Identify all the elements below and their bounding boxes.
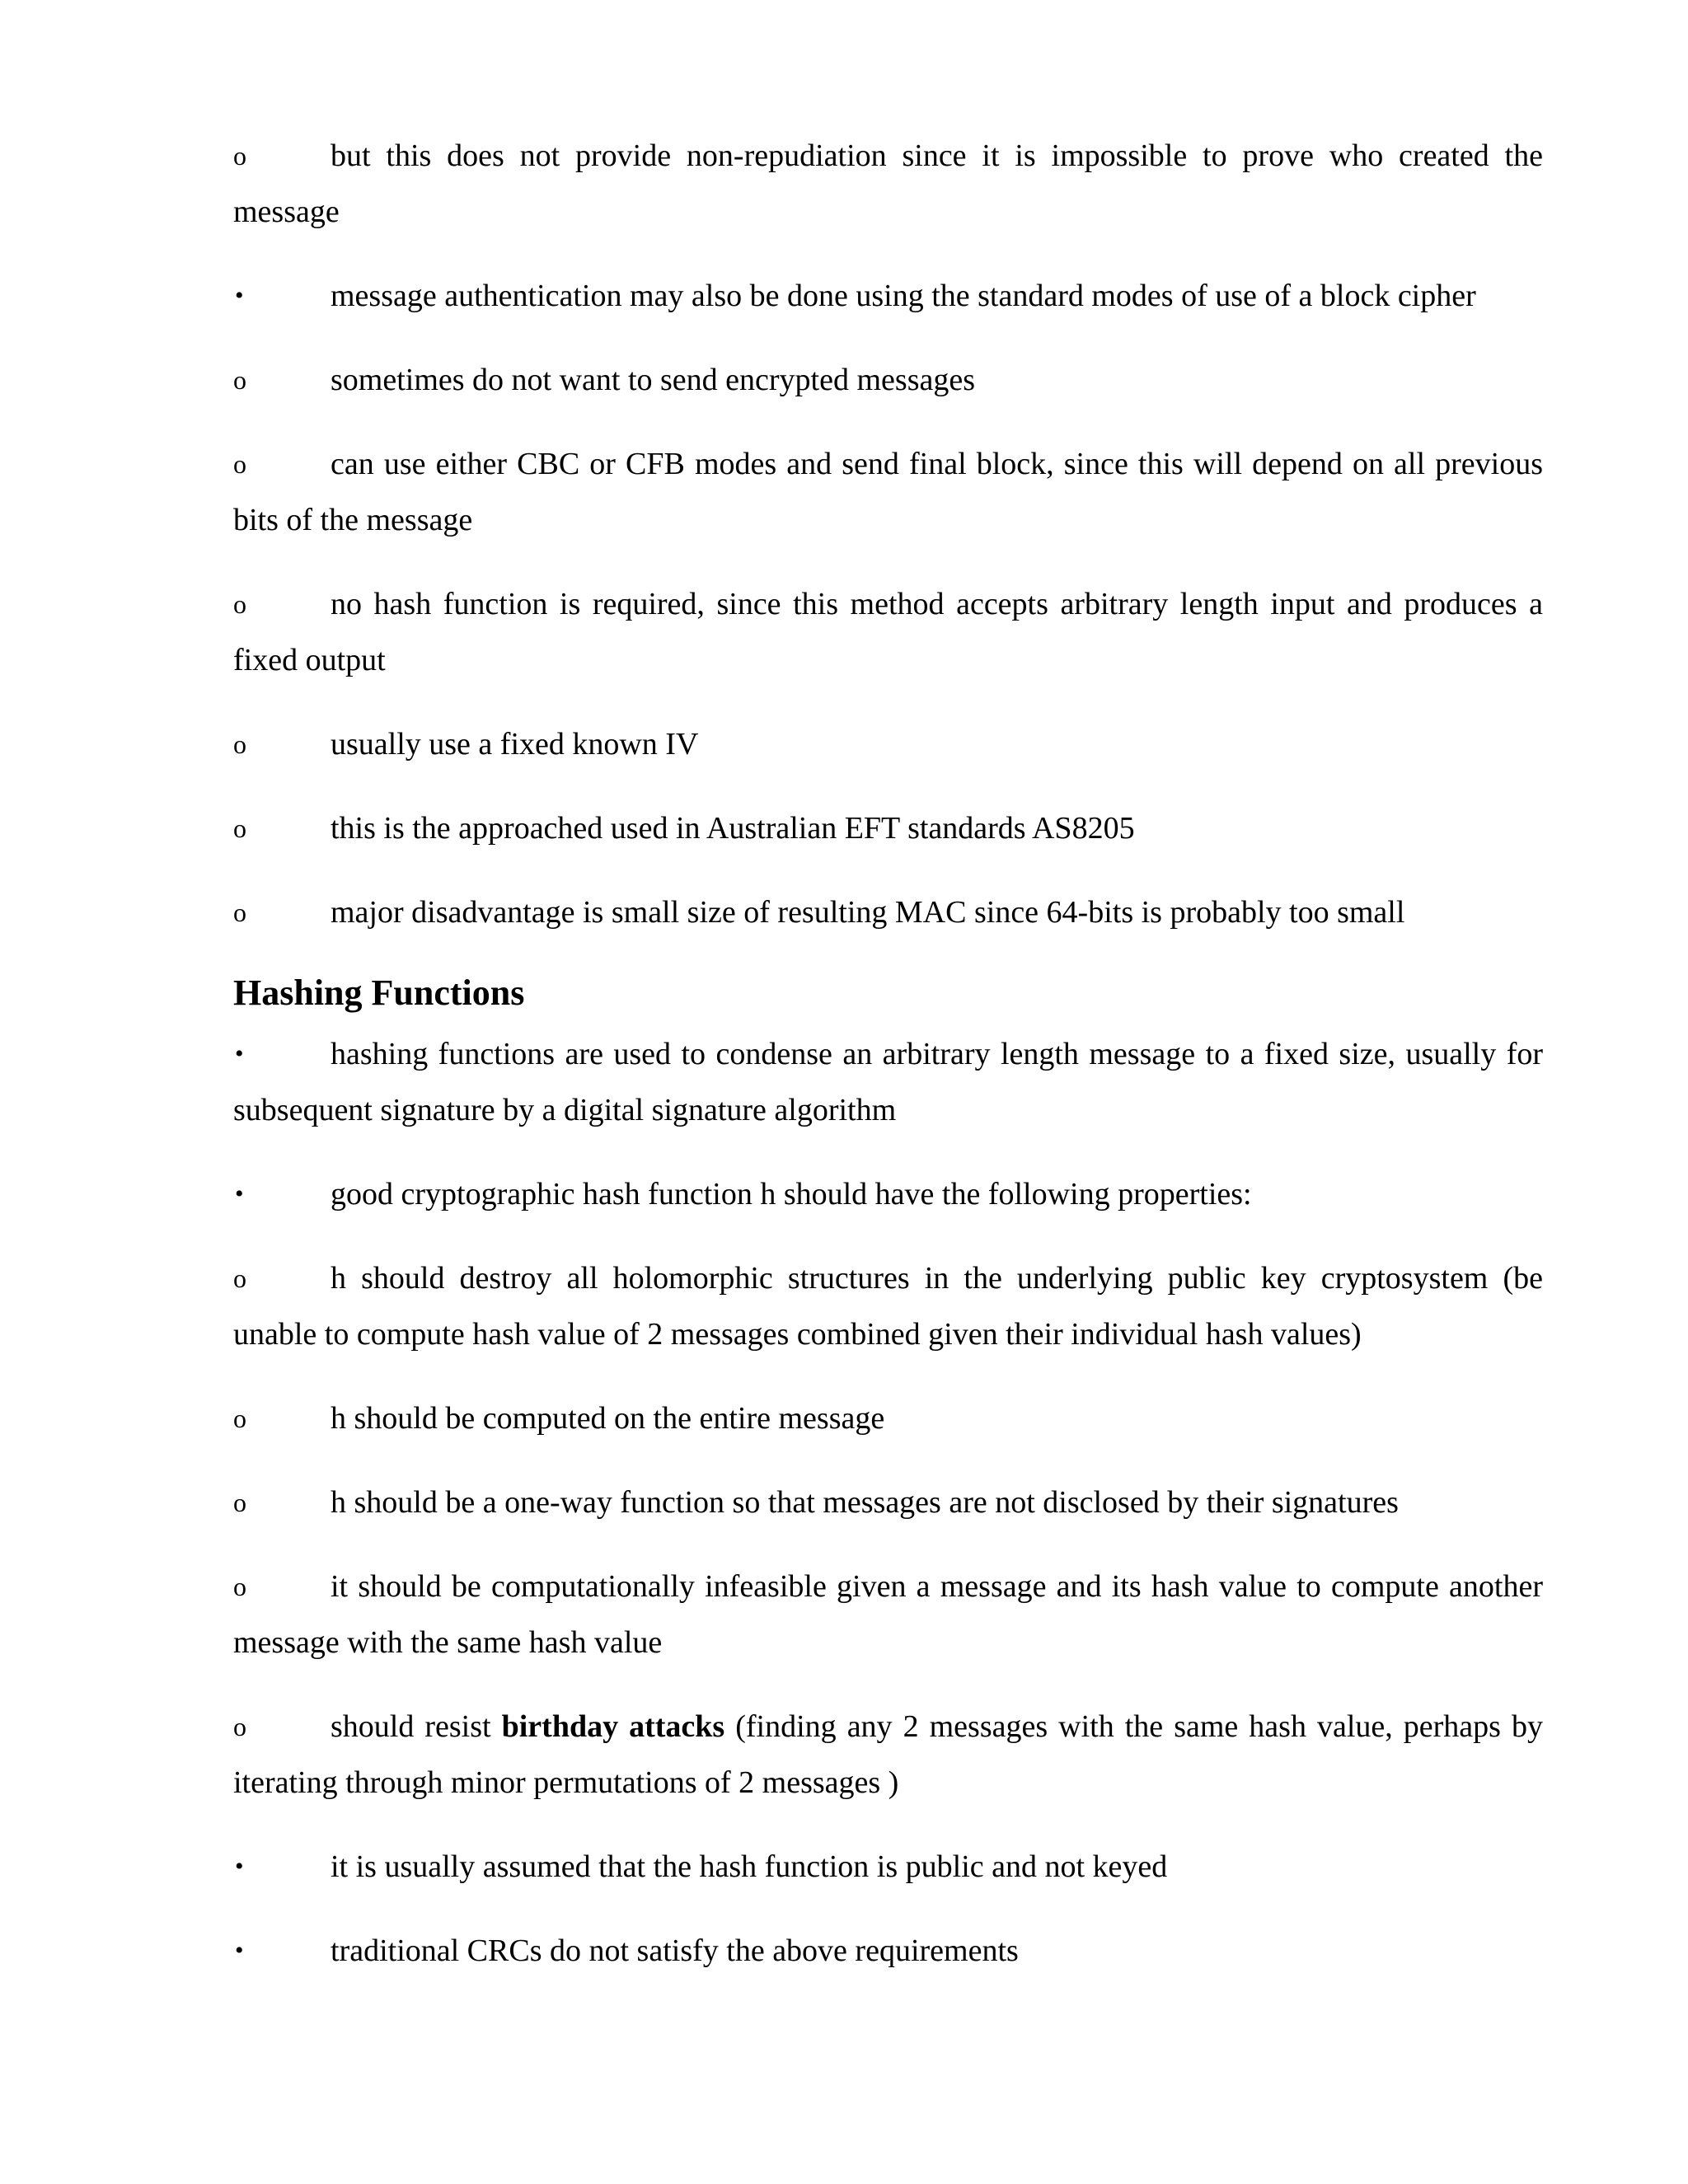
- circle-bullet-icon: o: [233, 813, 246, 843]
- list-item-text: good cryptographic hash function h should have the following properties:: [331, 1177, 1252, 1212]
- list-item-text: it is usually assumed that the hash function is public and not keyed: [331, 1849, 1168, 1884]
- list-item-text: message authentication may also be done using the standard modes of use of a block cipher: [331, 279, 1476, 313]
- list-item-text-after: (finding any 2 messages with the same hash value, perhaps by iterating through minor permutations of 2 messages ): [233, 1709, 1543, 1800]
- circle-bullet-icon: o: [233, 1488, 246, 1517]
- list-item: [233, 352, 1543, 408]
- list-item: [233, 436, 1543, 548]
- list-item-text: h should be a one-way function so that messages are not disclosed by their signatures: [331, 1485, 1399, 1520]
- bullet-icon: •: [235, 282, 244, 309]
- list-item-text: but this does not provide non-repudiation since it is impossible to prove who created the message: [233, 138, 1543, 229]
- bullet-icon: •: [235, 1937, 244, 1964]
- list-item: [233, 1558, 1543, 1671]
- circle-bullet-icon: o: [233, 449, 246, 479]
- list-item-text: major disadvantage is small size of resulting MAC since 64-bits is probably too small: [331, 895, 1405, 930]
- circle-bullet-icon: o: [233, 1404, 246, 1433]
- section-heading: Hashing Functions: [233, 972, 525, 1013]
- list-item: [233, 800, 1543, 856]
- circle-bullet-icon: o: [233, 141, 246, 171]
- list-item: [233, 128, 1543, 240]
- document-page: [233, 128, 1543, 2007]
- bullet-icon: •: [235, 1853, 244, 1880]
- circle-bullet-icon: o: [233, 729, 246, 759]
- list-item: [233, 1250, 1543, 1362]
- bullet-icon: •: [235, 1040, 244, 1067]
- list-item: [233, 1699, 1543, 1811]
- list-item-text: h should destroy all holomorphic structures in the underlying public key cryptosystem (be unable to compute hash value of 2 messages combined given their individual hash values): [233, 1261, 1543, 1352]
- list-item: [233, 1839, 1543, 1895]
- list-item: [233, 716, 1543, 772]
- bold-term: birthday attacks: [501, 1709, 725, 1744]
- list-item: [233, 1923, 1543, 1979]
- list-item-text: sometimes do not want to send encrypted messages: [331, 363, 976, 397]
- list-item-text-before: should resist: [331, 1709, 502, 1744]
- list-item: [233, 1166, 1543, 1222]
- list-item: [233, 1390, 1543, 1446]
- circle-bullet-icon: o: [233, 589, 246, 619]
- list-item-text: no hash function is required, since this method accepts arbitrary length input and produces a fixed output: [233, 587, 1543, 677]
- list-item-text: it should be computationally infeasible given a message and its hash value to compute another message with the same hash value: [233, 1569, 1543, 1660]
- list-item: [233, 884, 1543, 940]
- list-item: [233, 1474, 1543, 1530]
- list-item: [233, 268, 1543, 324]
- circle-bullet-icon: o: [233, 1712, 246, 1741]
- list-item-text: traditional CRCs do not satisfy the above requirements: [331, 1933, 1019, 1968]
- list-item-text: hashing functions are used to condense an arbitrary length message to a fixed size, usually for subsequent signature by a digital signature algorithm: [233, 1037, 1543, 1127]
- circle-bullet-icon: o: [233, 365, 246, 395]
- list-item-text: can use either CBC or CFB modes and send final block, since this will depend on all previous bits of the message: [233, 447, 1543, 537]
- bullet-icon: •: [235, 1180, 244, 1207]
- list-item-text: h should be computed on the entire message: [331, 1401, 885, 1436]
- list-item-text: this is the approached used in Australian EFT standards AS8205: [331, 811, 1135, 846]
- circle-bullet-icon: o: [233, 1263, 246, 1293]
- circle-bullet-icon: o: [233, 1572, 246, 1601]
- list-item: [233, 1026, 1543, 1138]
- circle-bullet-icon: o: [233, 898, 246, 927]
- list-item-text: usually use a fixed known IV: [331, 727, 699, 762]
- list-item: [233, 576, 1543, 688]
